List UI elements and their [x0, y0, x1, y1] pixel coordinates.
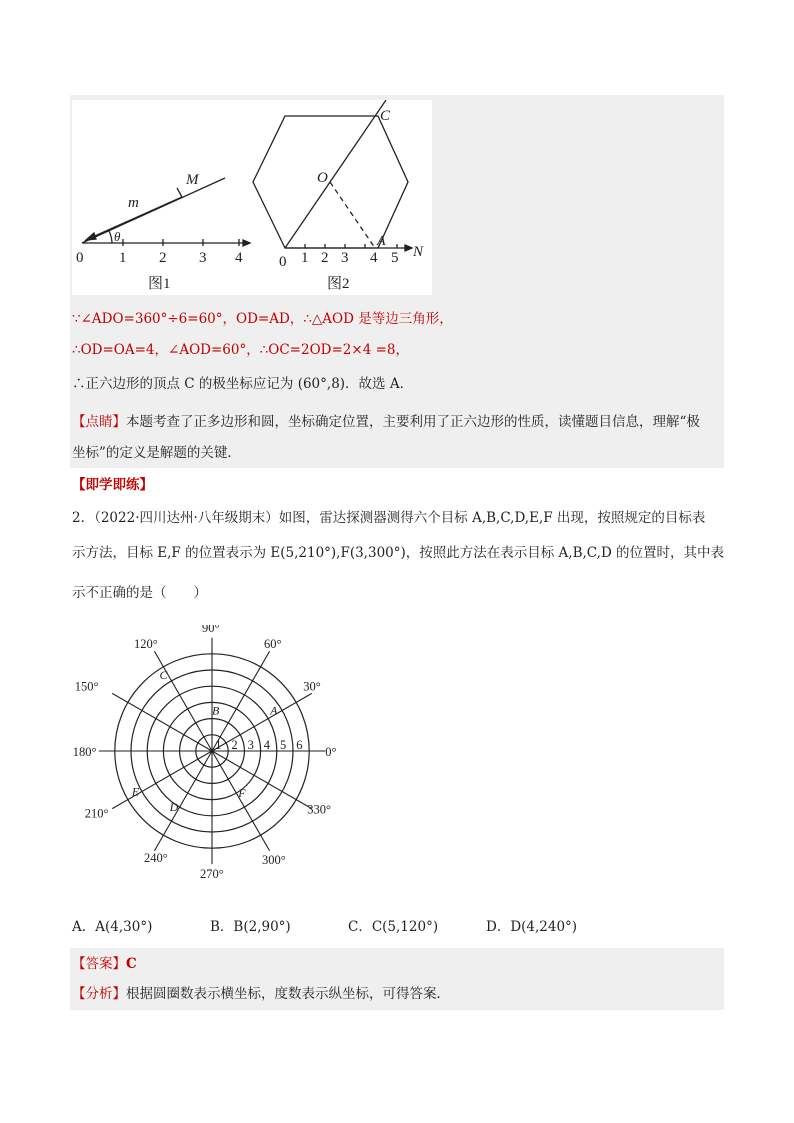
- comment-line-2: 坐标”的定义是解题的关键．: [72, 445, 241, 461]
- radar-point-A: A: [270, 703, 278, 718]
- radar-point-C: C: [159, 667, 168, 682]
- question-line-1: 2．（2022·四川达州·八年级期末）如图，雷达探测器测得六个目标 A,B,C,D,E,F 出现，按照规定的目标表: [72, 510, 706, 526]
- radar-svg: [70, 625, 360, 885]
- radar-angle-label-210: 210°: [84, 806, 109, 821]
- solution-line-1: ∵∠ADO=360°÷6=60°，OD=AD，∴△AOD 是等边三角形，: [72, 311, 453, 327]
- section-title: 【即学即练】: [72, 477, 153, 493]
- radar-angle-label-90: 90°: [202, 625, 220, 635]
- analysis-text: 根据圆圈数表示横坐标，度数表示纵坐标，可得答案．: [126, 986, 450, 1002]
- radar-ring-label-1: 1: [215, 738, 222, 752]
- comment-text-1: 本题考查了正多边形和圆，坐标确定位置，主要利用了正六边形的性质，读懂题目信息，理解“极: [126, 414, 700, 430]
- fig1-tick-2: 2: [159, 250, 167, 266]
- fig2-A-label: A: [377, 234, 386, 249]
- fig1-M-label: M: [186, 172, 199, 188]
- figures-svg: [72, 100, 432, 295]
- radar-point-F: F: [238, 786, 246, 801]
- radar-angle-label-60: 60°: [264, 636, 282, 651]
- radar-angle-label-300: 300°: [262, 853, 286, 868]
- comment-tag: 【点睛】: [72, 414, 126, 430]
- analysis-line: [72, 984, 450, 1004]
- fig2-tick-0: 0: [279, 254, 287, 270]
- fig2-caption: 图2: [327, 276, 350, 292]
- radar-ring-label-4: 4: [263, 738, 271, 752]
- radar-point-D: D: [169, 800, 179, 815]
- radar-angle-label-30: 30°: [303, 679, 321, 694]
- figures-panel: [72, 100, 432, 295]
- option-a: A．A(4,30°): [72, 919, 153, 935]
- radar-point-B: B: [212, 703, 220, 718]
- fig2-tick-4: 4: [370, 250, 378, 266]
- solution-line-2: ∴OD=OA=4，∠AOD=60°，∴OC=2OD=2×4 =8，: [72, 342, 409, 358]
- fig2-tick-3: 3: [341, 250, 349, 266]
- radar-ring-label-6: 6: [296, 738, 303, 752]
- radar-angle-label-180: 180°: [72, 745, 97, 759]
- fig1-tick-1: 1: [119, 250, 127, 266]
- radar-angle-label-240: 240°: [144, 851, 168, 866]
- solution-line-3: ∴正六边形的顶点 C 的极坐标应记为 (60°,8)．故选 A．: [72, 376, 414, 392]
- comment-line-1: [72, 412, 700, 432]
- answer-tag: 【答案】: [72, 956, 126, 972]
- option-d: D．D(4,240°): [486, 919, 578, 935]
- analysis-tag: 【分析】: [72, 986, 126, 1002]
- radar-angle-label-150: 150°: [74, 679, 99, 694]
- question-line-3: 示不正确的是（ ）: [72, 585, 207, 601]
- radar-ring-label-5: 5: [280, 738, 287, 752]
- fig2-C-label: C: [380, 108, 391, 124]
- option-b: B．B(2,90°): [210, 919, 291, 935]
- fig1-tick-0: 0: [76, 250, 84, 266]
- fig2-tick-2: 2: [321, 250, 329, 266]
- radar-point-E: E: [131, 784, 140, 799]
- question-line-2: 示方法，目标 E,F 的位置表示为 E(5,210°),F(3,300°)，按照此方法在表示目标 A,B,C,D 的位置时，其中表: [72, 545, 725, 561]
- figure-1: [82, 178, 250, 246]
- fig2-N-label: N: [413, 244, 424, 260]
- radar-angle-label-120: 120°: [134, 636, 158, 651]
- fig2-tick-5: 5: [391, 250, 399, 266]
- fig1-theta: θ: [114, 229, 121, 244]
- fig1-tick-3: 3: [199, 250, 207, 266]
- radar-diagram: [70, 625, 360, 885]
- fig1-m-label: m: [128, 195, 139, 211]
- option-c: C．C(5,120°): [348, 919, 439, 935]
- fig1-tick-4: 4: [235, 250, 243, 266]
- radar-angle-label-270: 270°: [200, 867, 224, 882]
- radar-angle-label-0: 0°: [325, 745, 337, 759]
- fig2-O-label: O: [317, 170, 328, 186]
- radar-angle-label-330: 330°: [307, 802, 331, 817]
- answer-line: [72, 954, 137, 974]
- fig1-caption: 图1: [148, 276, 171, 292]
- radar-ring-label-3: 3: [247, 738, 254, 752]
- radar-ring-label-2: 2: [231, 738, 238, 752]
- fig2-tick-1: 1: [301, 250, 309, 266]
- answer-value: C: [126, 956, 137, 972]
